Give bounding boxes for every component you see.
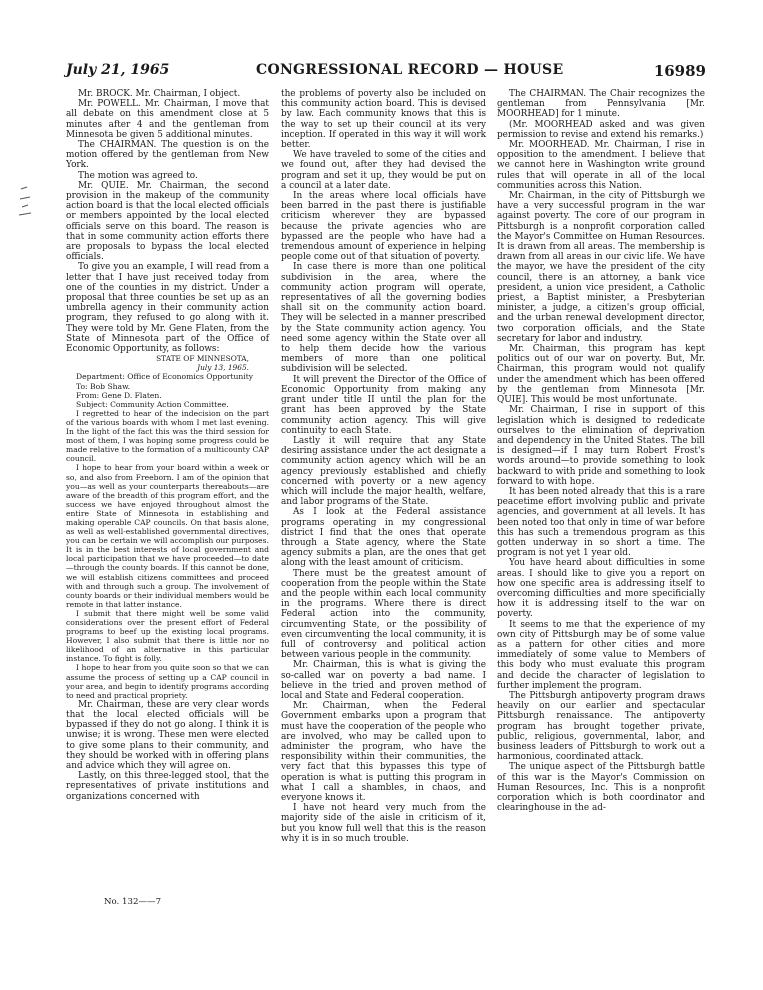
paragraph: You have heard about difficulties in some areas. I should like to give you a report on how one specific area is addressing itself to overcoming difficulties and more specificially how it is addressing itself to the war on poverty. [497, 558, 705, 620]
column-3 [497, 89, 705, 813]
paragraph: We have traveled to some of the cities and we found out, after they had devised the program and set it up, they would be put on a council at a later date. [281, 150, 486, 191]
paragraph: It has been noted already that this is a rare peacetime effort involving public and private agencies, and government at all levels. It has been noted too that only in time of war before this has such a tremendous program as this gotten underway in so short a time. The program is not yet 1 year old. [497, 486, 705, 559]
memo-header-line: Department: Office of Economics Opportunity [76, 372, 254, 382]
paragraph: Mr. Chairman, I rise in support of this legislation which is designed to rededicate ourselves to the elimination of deprivation and dependency in the United States. The bill is designed—if I may turn Robert Frost's words around—to provide something to look backward to with pride and something to look forward to with hope. [497, 405, 705, 487]
paragraph: Mr. Chairman, when the Federal Government embarks upon a program that must have the cooperation of the people who are involved, who may be called upon to administer the program, who have the responsibility within their communities, the very fact that this bypasses this type of operation is what is putting this program in what I call a shambles, in chaos, and everyone knows it. [281, 701, 486, 804]
paragraph: The Pittsburgh antipoverty program draws heavily on our earlier and spectacular Pittsburgh renaissance. The antipoverty program has brought together private, public, religious, governmental, labor, and business leaders of Pittsburgh to work out a harmonious, coordinated attack. [497, 690, 705, 763]
paragraph: There must be the greatest amount of cooperation from the people within the State and the people within each local community in the programs. Where there is direct Federal action into the community, circumventing State, or the possibility of even circumventing the local community, it is full of controversy and political action between various people in the community. [281, 568, 486, 661]
paragraph: Mr. POWELL. Mr. Chairman, I move that all debate on this amendment close at 5 minutes after 4 and the gentleman from Minnesota be given 5 additional minutes. [66, 99, 269, 140]
paragraph: It will prevent the Director of the Office of Economic Opportunity from making any grant under title II until the plan for the grant has been approved by the State community action agency. This will give continuity to each State. [281, 374, 486, 436]
paragraph: The motion was agreed to. [78, 170, 198, 181]
memo-header-line: From: Gene D. Flaten. [76, 390, 162, 400]
publication-title: CONGRESSIONAL RECORD — HOUSE [256, 62, 564, 78]
paragraph: Mr. Chairman, this program has kept politics out of our war on poverty. But, Mr. Chairman, this program would not qualify under the amendment which has been offered by the gentleman from Minnesota [Mr. QUIE]. This would be most unfortunate. [497, 344, 705, 406]
paragraph: Lastly it will require that any State desiring assistance under the act designate a community action agency which will be an agency previously established and chiefly concerned with poverty or a new agency which will include the major health, welfare, and labor programs of the State. [281, 435, 486, 508]
issue-footer: No. 132——7 [104, 897, 162, 907]
paragraph: In the areas where local officials have been barred in the past there is justifiable criticism wherever they are bypassed because the private agencies who are bypassed are the people who have had a tremendous amount of experience in helping people come out of that situation of poverty. [281, 191, 486, 263]
paragraph: To give you an example, I will read from a letter that I have just received today from one of the counties in my district. Under a proposal that three counties be set up as an umbrella agency in their community action program, they refused to go along with it. They were told by Mr. Gene Flaten, from the State of Minnesota part of the Office of Economic Opportunity, as follows: [66, 262, 269, 355]
paragraph: Mr. BROCK. Mr. Chairman, I object. [78, 89, 241, 99]
memo-paragraph: I hope to hear from your board within a week or so, and also from Freeborn. I am of the opinion that you—as well as your counterparts thereabouts—are aware of the breadth of this program effort, and the success we have enjoyed throughout almost the entire State of Minnesota in establishing and making operable CAP councils. On that basis alone, as well as well-established governmental directives, you can be certain we will accomplish our purposes. It is in the best interests of local government and local participation that we have proceeded—to date—through the county boards. If this cannot be done, we will establish citizens committees and proceed with and through such a group. The involvement of county boards or their individual members would be remote in that latter instance. [66, 463, 269, 609]
paragraph: The CHAIRMAN. The question is on the motion offered by the gentleman from New York. [66, 140, 269, 171]
memo-header-line: To: Bob Shaw. [76, 381, 131, 391]
paragraph: In case there is more than one political subdivision in the area, where the community action program will operate, representatives of all the governing bodies shall sit on the community action board. They will be selected in a manner prescribed by the State community action agency. You need some agency within the State over all to help them decide how the various members of more than one political subdivision will be selected. [281, 262, 486, 375]
column-1 [66, 89, 269, 802]
memo-paragraph: I hope to hear from you quite soon so that we can assume the process of setting up a CAP council in your area, and begin to identify programs according to need and practical propriety. [66, 663, 269, 700]
page-number: 16989 [653, 62, 706, 80]
paragraph: Mr. Chairman, these are very clear words that the local elected officials will be bypassed if they do not go along. I think it is unwise; it is wrong. These men were elected to give some plans to their community, and they should be worked with in offering plans and advice which they will agree on. [66, 699, 269, 772]
margin-pencil-mark [18, 185, 34, 225]
column-2 [281, 89, 486, 844]
paragraph: the problems of poverty also be included on this community action board. This is devised by law. Each community knows that this is the way to set up their council at its very inception. If operated in this way it will work better. [281, 89, 486, 151]
issue-date: July 21, 1965 [66, 62, 170, 78]
paragraph: As I look at the Federal assistance programs operating in my congressional district I find that the ones that operate through a State agency, where the State agency submits a plan, are the ones that get along with the least amount of criticism. [281, 507, 486, 569]
paragraph: The CHAIRMAN. The Chair recognizes the gentleman from Pennsylvania [Mr. MOORHEAD] for 1 minute. [497, 89, 705, 120]
memo-paragraph: I submit that there might well be some valid considerations over the present effort of Federal programs to beef up the existing local programs. However, I also submit that there is little nor no likelihood of an alternative in this particular instance. To fight is folly. [66, 608, 269, 664]
paragraph: It seems to me that the experience of my own city of Pittsburgh may be of some value as a pattern for other cities and more immediately of some value to Members of this body who must evaluate this program and decide the character of legislation to further implement the program. [497, 619, 705, 691]
paragraph: Mr. Chairman, in the city of Pittsburgh we have a very successful program in the war against poverty. The core of our program in Pittsburgh is a nonprofit corporation called the Mayor's Committee on Human Resources. It is drawn from all areas. The membership is drawn from all areas in our civic life. We have the mayor, we have the president of the city council, there is an attorney, a bank vice president, a union vice president, a Catholic priest, a Baptist minister, a Presbyterian minister, a judge, a citizen's group official, and the urban renewal development director, two corporation officials, and the State secretary for labor and industry. [497, 191, 705, 344]
paragraph: I have not heard very much from the majority side of the aisle in criticism of it, but you know full well that this is the reason why it is in so much trouble. [281, 803, 486, 844]
memo-place: STATE OF MINNESOTA, [156, 354, 249, 364]
memo-paragraph: I regretted to hear of the indecision on the part of the various boards with whom I met last evening. In the light of the fact this was the third session for most of them, I was hoping some progress could be made relative to the formation of a multicounty CAP council. [66, 408, 269, 464]
paragraph: Mr. Chairman, this is what is giving the so-called war on poverty a bad name. I believe in the tried and proven method of local and State and Federal cooperation. [281, 660, 486, 701]
paragraph: The unique aspect of the Pittsburgh battle of this war is the Mayor's Commission on Human Resources, Inc. This is a nonprofit corporation which is both coordinator and clearinghouse in the ad- [497, 762, 705, 814]
page-header [66, 62, 706, 84]
paragraph: Lastly, on this three-legged stool, that the representatives of private institutions and organizations concerned with [66, 771, 269, 802]
memo-date: July 13, 1965. [197, 363, 249, 373]
paragraph: Mr. MOORHEAD. Mr. Chairman, I rise in opposition to the amendment. I believe that we cannot here in Washington write ground rules that will operate in all of the local communities across this Nation. [497, 140, 705, 191]
paragraph: Mr. QUIE. Mr. Chairman, the second provision in the makeup of the community action board is that the local elected officials or members appointed by the local elected officials serve on this board. The reason is that in some community action efforts there are proposals to bypass the local elected officials. [66, 180, 269, 263]
paragraph: (Mr. MOORHEAD asked and was given permission to revise and extend his remarks.) [497, 119, 705, 140]
memo-header-line: Subject: Community Action Committee. [76, 399, 229, 409]
